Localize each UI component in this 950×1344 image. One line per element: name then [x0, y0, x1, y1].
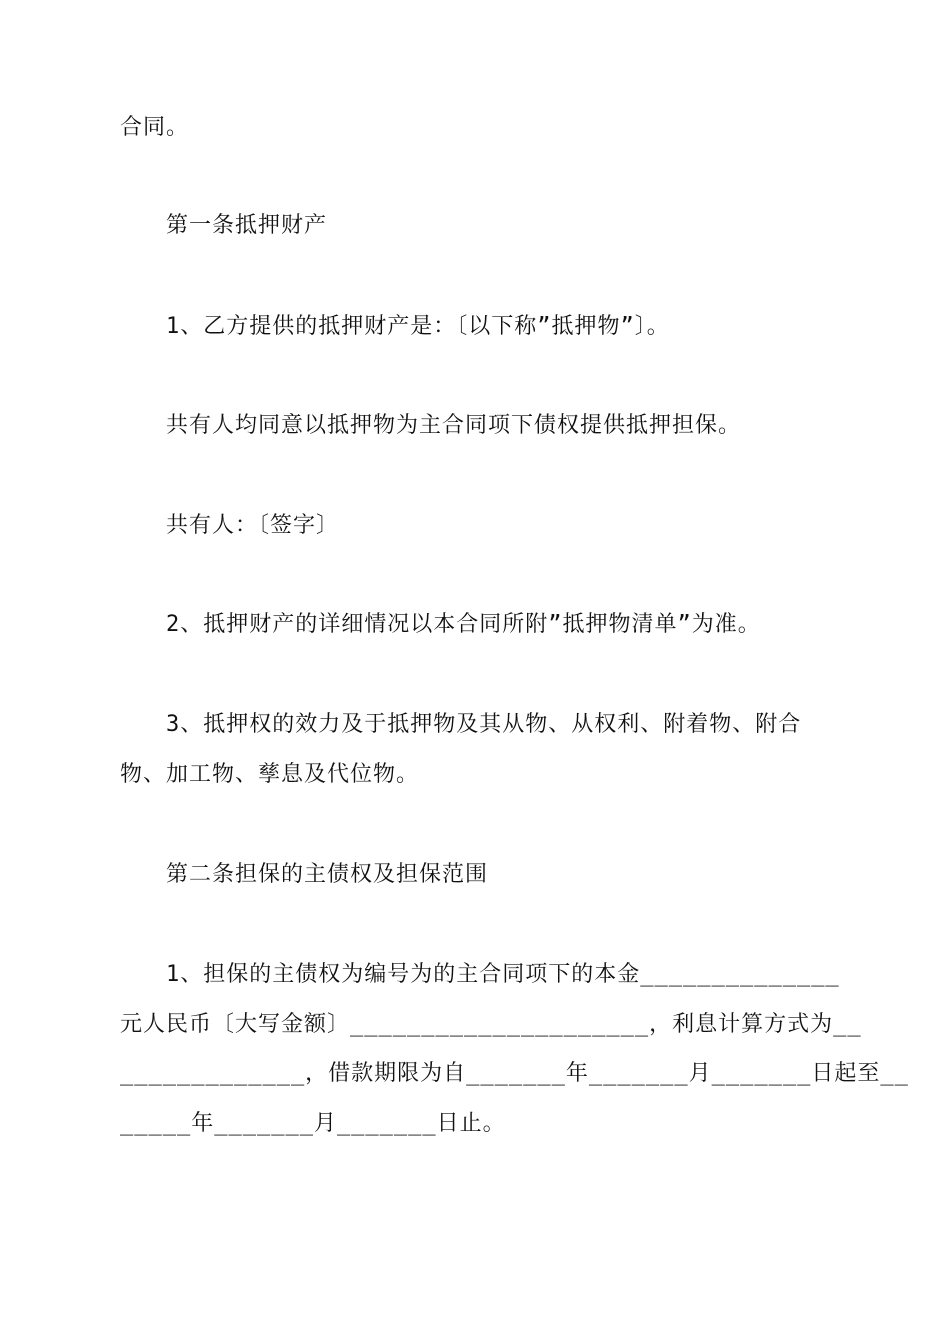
paragraph-line: 1、担保的主债权为编号为的主合同项下的本金______________ — [166, 962, 840, 987]
paragraph-line: 共有人：〔签字〕 — [166, 513, 340, 538]
paragraph-line: 2、抵押财产的详细情况以本合同所附”抵押物清单”为准。 — [166, 612, 761, 637]
section-heading: 第一条抵押财产 — [166, 213, 328, 238]
paragraph-line: 1、乙方提供的抵押财产是：〔以下称”抵押物”〕。 — [166, 314, 670, 339]
paragraph-line: 物、加工物、孳息及代位物。 — [120, 762, 420, 787]
paragraph-line: 元人民币〔大写金额〕_____________________，利息计算方式为__ — [120, 1012, 862, 1037]
paragraph-line: _____年_______月_______日止。 — [120, 1111, 506, 1136]
paragraph-line: 共有人均同意以抵押物为主合同项下债权提供抵押担保。 — [166, 413, 742, 438]
section-heading: 第二条担保的主债权及担保范围 — [166, 862, 489, 887]
paragraph-line: 合同。 — [120, 115, 190, 140]
paragraph-line: 3、抵押权的效力及于抵押物及其从物、从权利、附着物、附合 — [166, 712, 802, 737]
paragraph-line: _____________，借款期限为自_______年_______月_______日起至__ — [120, 1061, 909, 1086]
